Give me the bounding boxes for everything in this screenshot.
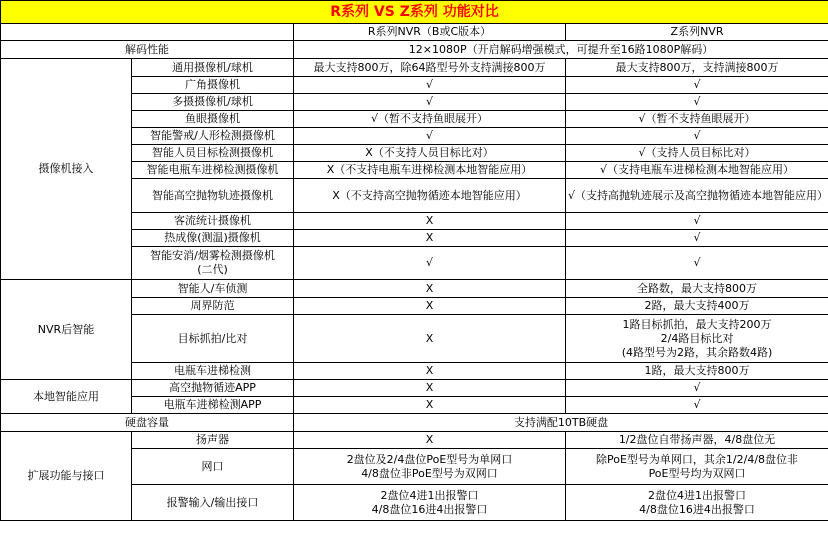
feature-cell: 电瓶车进梯检测 (132, 363, 294, 380)
feature-cell: 高空抛物循迹APP (132, 380, 294, 397)
feature-cell: 目标抓拍/比对 (132, 315, 294, 363)
feature-cell: 通用摄像机/球机 (132, 59, 294, 77)
r-value-cell: X (294, 298, 566, 315)
z-value-cell: 2路，最大支持400万 (566, 298, 828, 315)
header-z-series: Z系列NVR (566, 24, 828, 41)
table-row (1, 280, 828, 298)
z-value-cell: √ (566, 94, 828, 111)
feature-cell: 周界防范 (132, 298, 294, 315)
disk-value: 支持满配10TB硬盘 (294, 414, 828, 432)
z-value-cell: √ (566, 397, 828, 414)
z-value-cell: √ (566, 247, 828, 280)
group-nvr-smart: NVR后智能 (1, 280, 132, 380)
z-value-cell: 全路数，最大支持800万 (566, 280, 828, 298)
r-value-cell: 2盘位4进1出报警口 4/8盘位16进4出报警口 (294, 485, 566, 521)
feature-cell: 扬声器 (132, 432, 294, 449)
feature-cell: 鱼眼摄像机 (132, 111, 294, 128)
table-title: R系列 VS Z系列 功能对比 (1, 1, 828, 24)
r-value-cell: √ (294, 247, 566, 280)
decode-value: 12×1080P（开启解码增强模式，可提升至16路1080P解码） (294, 41, 828, 59)
z-value-cell: 最大支持800万，支持满接800万 (566, 59, 828, 77)
z-value-cell: √（支持电瓶车进梯检测本地智能应用） (566, 162, 828, 179)
r-value-cell: X (294, 397, 566, 414)
r-value-cell: √ (294, 77, 566, 94)
z-value-cell: 1路，最大支持800万 (566, 363, 828, 380)
feature-cell: 智能安消/烟雾检测摄像机 (二代) (132, 247, 294, 280)
z-value-cell: √ (566, 230, 828, 247)
table-row (1, 380, 828, 397)
feature-cell: 报警输入/输出接口 (132, 485, 294, 521)
z-value-cell: 1路目标抓拍，最大支持200万 2/4路目标比对 (4路型号为2路，其余路数4路) (566, 315, 828, 363)
z-value-cell: √（支持高抛轨迹展示及高空抛物循迹本地智能应用） (566, 179, 828, 213)
r-value-cell: √ (294, 128, 566, 145)
z-value-cell: √ (566, 213, 828, 230)
r-value-cell: X (294, 363, 566, 380)
feature-cell: 智能警戒/人形检测摄像机 (132, 128, 294, 145)
z-value-cell: 除PoE型号为单网口，其余1/2/4/8盘位非 PoE型号均为双网口 (566, 449, 828, 485)
r-value-cell: X (294, 380, 566, 397)
r-value-cell: X (294, 315, 566, 363)
decode-label: 解码性能 (1, 41, 294, 59)
r-value-cell: X (294, 280, 566, 298)
r-value-cell: √（暂不支持鱼眼展开） (294, 111, 566, 128)
r-value-cell: X（不支持高空抛物循迹本地智能应用） (294, 179, 566, 213)
title-row (1, 1, 828, 24)
table-row (1, 432, 828, 449)
feature-cell: 广角摄像机 (132, 77, 294, 94)
group-camera-access: 摄像机接入 (1, 59, 132, 280)
z-value-cell: √（暂不支持鱼眼展开） (566, 111, 828, 128)
feature-cell: 智能人员目标检测摄像机 (132, 145, 294, 162)
feature-cell: 智能电瓶车进梯检测摄像机 (132, 162, 294, 179)
decode-row (1, 41, 828, 59)
group-expansion: 扩展功能与接口 (1, 432, 132, 521)
z-value-cell: √ (566, 128, 828, 145)
feature-cell: 电瓶车进梯检测APP (132, 397, 294, 414)
r-value-cell: X (294, 213, 566, 230)
feature-cell: 网口 (132, 449, 294, 485)
feature-cell: 智能高空抛物轨迹摄像机 (132, 179, 294, 213)
r-value-cell: X（不支持人员目标比对） (294, 145, 566, 162)
z-value-cell: √ (566, 380, 828, 397)
disk-label: 硬盘容量 (1, 414, 294, 432)
z-value-cell: 2盘位4进1出报警口 4/8盘位16进4出报警口 (566, 485, 828, 521)
header-r-series: R系列NVR（B或C版本） (294, 24, 566, 41)
r-value-cell: 最大支持800万，除64路型号外支持满接800万 (294, 59, 566, 77)
feature-cell: 客流统计摄像机 (132, 213, 294, 230)
z-value-cell: √ (566, 77, 828, 94)
r-value-cell: X（不支持电瓶车进梯检测本地智能应用） (294, 162, 566, 179)
disk-row (1, 414, 828, 432)
feature-cell: 多摄摄像机/球机 (132, 94, 294, 111)
table-row (1, 59, 828, 77)
feature-cell: 热成像(测温)摄像机 (132, 230, 294, 247)
header-blank (1, 24, 294, 41)
group-local-smart-app: 本地智能应用 (1, 380, 132, 414)
r-value-cell: 2盘位及2/4盘位PoE型号为单网口 4/8盘位非PoE型号为双网口 (294, 449, 566, 485)
r-value-cell: X (294, 432, 566, 449)
header-row (1, 24, 828, 41)
z-value-cell: √（支持人员目标比对） (566, 145, 828, 162)
r-value-cell: X (294, 230, 566, 247)
r-value-cell: √ (294, 94, 566, 111)
z-value-cell: 1/2盘位自带扬声器，4/8盘位无 (566, 432, 828, 449)
feature-cell: 智能人/车侦测 (132, 280, 294, 298)
